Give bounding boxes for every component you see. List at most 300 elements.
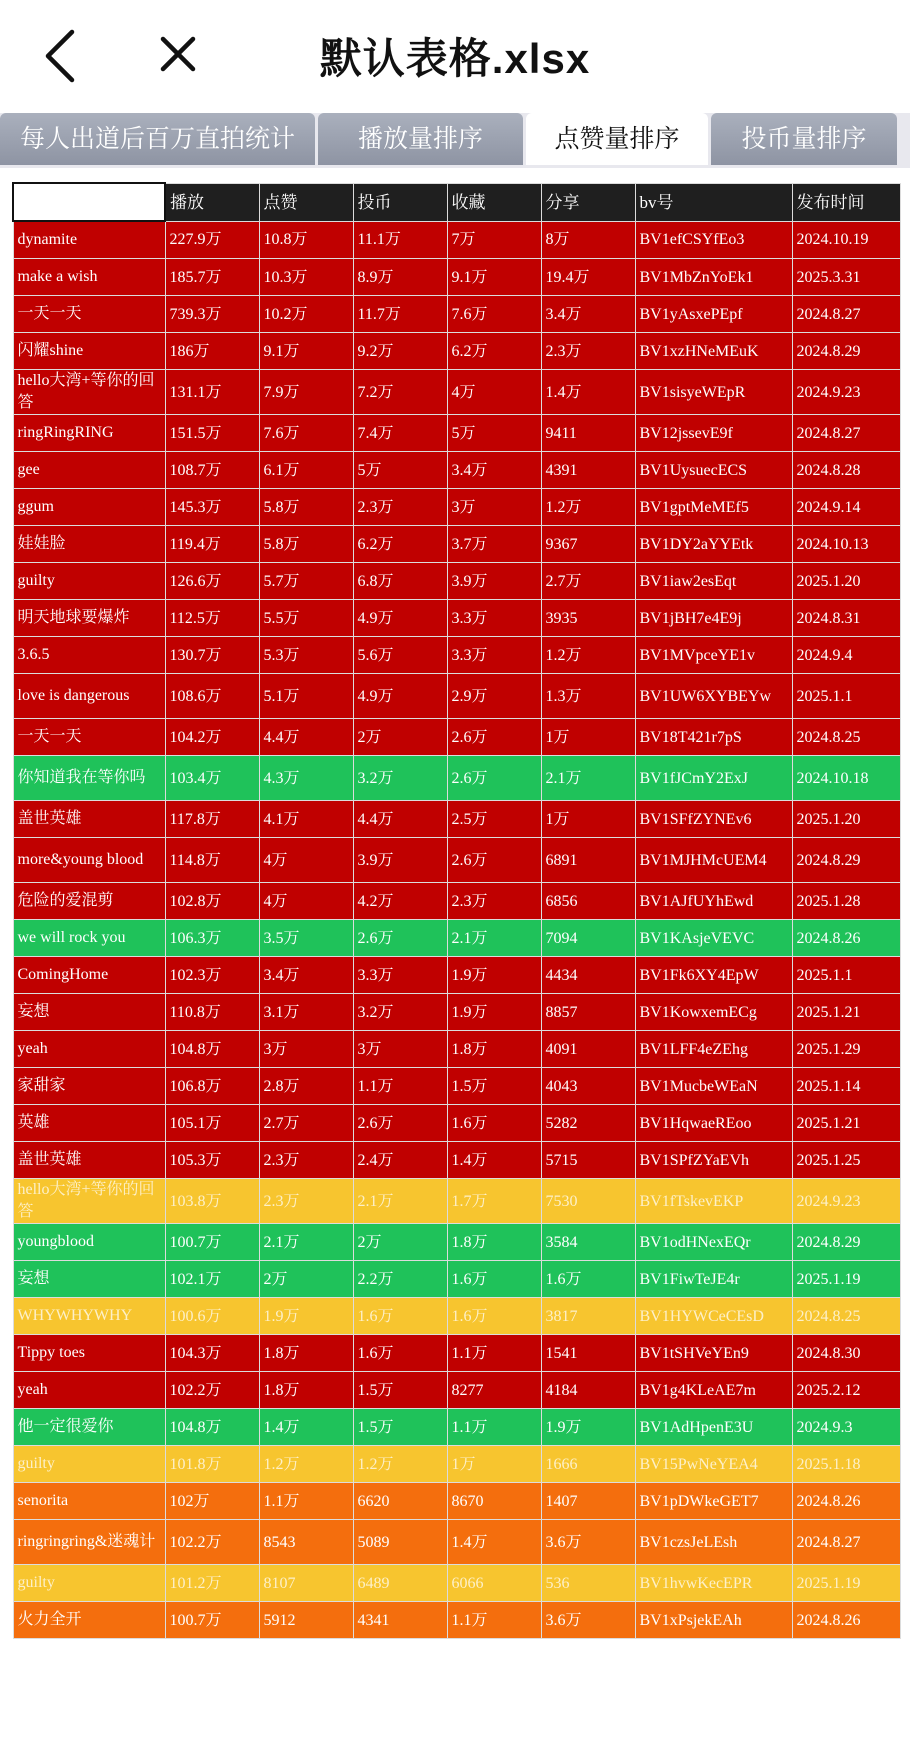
cell-date[interactable]: 2024.8.29: [792, 333, 900, 370]
cell-like[interactable]: 10.2万: [259, 296, 353, 333]
cell-play[interactable]: 104.2万: [165, 719, 259, 756]
cell-share[interactable]: 4391: [541, 452, 635, 489]
cell-date[interactable]: 2024.10.18: [792, 756, 900, 801]
cell-date[interactable]: 2024.10.13: [792, 526, 900, 563]
cell-play[interactable]: 739.3万: [165, 296, 259, 333]
cell-like[interactable]: 5.5万: [259, 600, 353, 637]
cell-name[interactable]: ggum: [13, 489, 165, 526]
cell-name[interactable]: 危险的爱混剪: [13, 883, 165, 920]
cell-fav[interactable]: 1.9万: [447, 994, 541, 1031]
cell-fav[interactable]: 1.1万: [447, 1335, 541, 1372]
cell-share[interactable]: 1万: [541, 801, 635, 838]
cell-name[interactable]: hello大湾+等你的回答: [13, 1179, 165, 1224]
cell-bv[interactable]: BV1xzHNeMEuK: [635, 333, 792, 370]
cell-coin[interactable]: 3.2万: [353, 756, 447, 801]
cell-date[interactable]: 2025.1.20: [792, 563, 900, 600]
cell-like[interactable]: 7.9万: [259, 370, 353, 415]
cell-share[interactable]: 1407: [541, 1483, 635, 1520]
cell-coin[interactable]: 4341: [353, 1602, 447, 1639]
cell-name[interactable]: Tippy toes: [13, 1335, 165, 1372]
cell-date[interactable]: 2024.8.26: [792, 1483, 900, 1520]
cell-date[interactable]: 2025.1.21: [792, 994, 900, 1031]
cell-date[interactable]: 2024.9.14: [792, 489, 900, 526]
cell-bv[interactable]: BV1jBH7e4E9j: [635, 600, 792, 637]
cell-share[interactable]: 3935: [541, 600, 635, 637]
cell-bv[interactable]: BV1LFF4eZEhg: [635, 1031, 792, 1068]
tab-coin-sort[interactable]: 投币量排序: [711, 113, 897, 165]
cell-play[interactable]: 108.6万: [165, 674, 259, 719]
cell-bv[interactable]: BV15PwNeYEA4: [635, 1446, 792, 1483]
cell-coin[interactable]: 4.2万: [353, 883, 447, 920]
cell-name[interactable]: guilty: [13, 563, 165, 600]
cell-play[interactable]: 102.2万: [165, 1520, 259, 1565]
cell-bv[interactable]: BV1DY2aYYEtk: [635, 526, 792, 563]
cell-coin[interactable]: 5万: [353, 452, 447, 489]
cell-coin[interactable]: 3.3万: [353, 957, 447, 994]
cell-coin[interactable]: 11.1万: [353, 221, 447, 259]
cell-date[interactable]: 2025.1.28: [792, 883, 900, 920]
cell-name[interactable]: 明天地球要爆炸: [13, 600, 165, 637]
cell-like[interactable]: 2万: [259, 1261, 353, 1298]
cell-like[interactable]: 1.4万: [259, 1409, 353, 1446]
cell-fav[interactable]: 7.6万: [447, 296, 541, 333]
cell-date[interactable]: 2024.8.29: [792, 1224, 900, 1261]
cell-coin[interactable]: 2.6万: [353, 920, 447, 957]
col-header-play[interactable]: 播放: [165, 183, 259, 221]
cell-bv[interactable]: BV1gptMeMEf5: [635, 489, 792, 526]
cell-play[interactable]: 114.8万: [165, 838, 259, 883]
cell-play[interactable]: 103.8万: [165, 1179, 259, 1224]
cell-date[interactable]: 2025.2.12: [792, 1372, 900, 1409]
tab-like-sort[interactable]: 点赞量排序: [526, 113, 708, 165]
cell-share[interactable]: 3.4万: [541, 296, 635, 333]
cell-bv[interactable]: BV1KowxemECg: [635, 994, 792, 1031]
cell-share[interactable]: 9411: [541, 415, 635, 452]
cell-coin[interactable]: 2.1万: [353, 1179, 447, 1224]
cell-name[interactable]: 一天一天: [13, 719, 165, 756]
cell-coin[interactable]: 1.2万: [353, 1446, 447, 1483]
cell-fav[interactable]: 2.1万: [447, 920, 541, 957]
cell-bv[interactable]: BV1MJHMcUEM4: [635, 838, 792, 883]
cell-share[interactable]: 1万: [541, 719, 635, 756]
cell-bv[interactable]: BV1czsJeLEsh: [635, 1520, 792, 1565]
cell-like[interactable]: 3.4万: [259, 957, 353, 994]
cell-date[interactable]: 2024.8.27: [792, 1520, 900, 1565]
cell-share[interactable]: 7094: [541, 920, 635, 957]
cell-name[interactable]: 英雄: [13, 1105, 165, 1142]
tab-stats[interactable]: 每人出道后百万直拍统计: [0, 113, 315, 165]
cell-share[interactable]: 3.6万: [541, 1602, 635, 1639]
cell-play[interactable]: 126.6万: [165, 563, 259, 600]
cell-share[interactable]: 9367: [541, 526, 635, 563]
cell-play[interactable]: 101.2万: [165, 1565, 259, 1602]
cell-date[interactable]: 2025.1.21: [792, 1105, 900, 1142]
cell-bv[interactable]: BV1hvwKecEPR: [635, 1565, 792, 1602]
cell-date[interactable]: 2024.8.28: [792, 452, 900, 489]
cell-coin[interactable]: 4.4万: [353, 801, 447, 838]
cell-coin[interactable]: 6620: [353, 1483, 447, 1520]
cell-fav[interactable]: 2.5万: [447, 801, 541, 838]
cell-coin[interactable]: 2.2万: [353, 1261, 447, 1298]
cell-play[interactable]: 131.1万: [165, 370, 259, 415]
cell-play[interactable]: 106.3万: [165, 920, 259, 957]
cell-share[interactable]: 1.3万: [541, 674, 635, 719]
cell-name[interactable]: senorita: [13, 1483, 165, 1520]
cell-play[interactable]: 108.7万: [165, 452, 259, 489]
cell-name[interactable]: ringringring&迷魂计: [13, 1520, 165, 1565]
cell-coin[interactable]: 1.5万: [353, 1372, 447, 1409]
cell-share[interactable]: 1.9万: [541, 1409, 635, 1446]
cell-fav[interactable]: 2.3万: [447, 883, 541, 920]
cell-coin[interactable]: 3.9万: [353, 838, 447, 883]
cell-like[interactable]: 5.3万: [259, 637, 353, 674]
cell-fav[interactable]: 1.4万: [447, 1520, 541, 1565]
cell-bv[interactable]: BV1MucbeWEaN: [635, 1068, 792, 1105]
col-header-date[interactable]: 发布时间: [792, 183, 900, 221]
cell-bv[interactable]: BV1FiwTeJE4r: [635, 1261, 792, 1298]
cell-fav[interactable]: 9.1万: [447, 259, 541, 296]
cell-play[interactable]: 104.3万: [165, 1335, 259, 1372]
cell-name[interactable]: 娃娃脸: [13, 526, 165, 563]
col-header-fav[interactable]: 收藏: [447, 183, 541, 221]
cell-bv[interactable]: BV1AdHpenE3U: [635, 1409, 792, 1446]
cell-play[interactable]: 100.7万: [165, 1602, 259, 1639]
cell-fav[interactable]: 2.9万: [447, 674, 541, 719]
cell-share[interactable]: 4091: [541, 1031, 635, 1068]
cell-like[interactable]: 4万: [259, 883, 353, 920]
cell-bv[interactable]: BV1MbZnYoEk1: [635, 259, 792, 296]
cell-name[interactable]: we will rock you: [13, 920, 165, 957]
cell-name[interactable]: 盖世英雄: [13, 1142, 165, 1179]
cell-bv[interactable]: BV1tSHVeYEn9: [635, 1335, 792, 1372]
cell-fav[interactable]: 8277: [447, 1372, 541, 1409]
cell-bv[interactable]: BV1g4KLeAE7m: [635, 1372, 792, 1409]
cell-name[interactable]: 3.6.5: [13, 637, 165, 674]
cell-date[interactable]: 2024.9.23: [792, 1179, 900, 1224]
cell-name[interactable]: youngblood: [13, 1224, 165, 1261]
cell-share[interactable]: 7530: [541, 1179, 635, 1224]
cell-like[interactable]: 2.7万: [259, 1105, 353, 1142]
cell-name[interactable]: make a wish: [13, 259, 165, 296]
cell-name[interactable]: more&young blood: [13, 838, 165, 883]
cell-coin[interactable]: 6.2万: [353, 526, 447, 563]
cell-bv[interactable]: BV1HYWCeCEsD: [635, 1298, 792, 1335]
cell-like[interactable]: 2.3万: [259, 1179, 353, 1224]
cell-coin[interactable]: 7.2万: [353, 370, 447, 415]
cell-play[interactable]: 102.2万: [165, 1372, 259, 1409]
cell-fav[interactable]: 6.2万: [447, 333, 541, 370]
cell-bv[interactable]: BV1UysuecECS: [635, 452, 792, 489]
cell-coin[interactable]: 8.9万: [353, 259, 447, 296]
cell-bv[interactable]: BV1AJfUYhEwd: [635, 883, 792, 920]
cell-like[interactable]: 4.4万: [259, 719, 353, 756]
cell-like[interactable]: 5.7万: [259, 563, 353, 600]
cell-like[interactable]: 10.3万: [259, 259, 353, 296]
cell-bv[interactable]: BV1Fk6XY4EpW: [635, 957, 792, 994]
cell-play[interactable]: 117.8万: [165, 801, 259, 838]
cell-coin[interactable]: 6.8万: [353, 563, 447, 600]
cell-date[interactable]: 2025.1.25: [792, 1142, 900, 1179]
cell-fav[interactable]: 3.3万: [447, 637, 541, 674]
cell-share[interactable]: 1666: [541, 1446, 635, 1483]
cell-play[interactable]: 101.8万: [165, 1446, 259, 1483]
cell-bv[interactable]: BV1SPfZYaEVh: [635, 1142, 792, 1179]
cell-fav[interactable]: 3万: [447, 489, 541, 526]
cell-date[interactable]: 2024.9.4: [792, 637, 900, 674]
cell-name[interactable]: gee: [13, 452, 165, 489]
cell-fav[interactable]: 2.6万: [447, 756, 541, 801]
cell-share[interactable]: 19.4万: [541, 259, 635, 296]
cell-share[interactable]: 4434: [541, 957, 635, 994]
cell-name[interactable]: ringRingRING: [13, 415, 165, 452]
cell-date[interactable]: 2025.1.1: [792, 957, 900, 994]
cell-fav[interactable]: 4万: [447, 370, 541, 415]
cell-bv[interactable]: BV1efCSYfEo3: [635, 221, 792, 259]
cell-like[interactable]: 9.1万: [259, 333, 353, 370]
cell-date[interactable]: 2025.1.29: [792, 1031, 900, 1068]
cell-fav[interactable]: 1.7万: [447, 1179, 541, 1224]
cell-fav[interactable]: 1.1万: [447, 1409, 541, 1446]
cell-date[interactable]: 2025.3.31: [792, 259, 900, 296]
cell-date[interactable]: 2024.8.27: [792, 296, 900, 333]
cell-fav[interactable]: 1.5万: [447, 1068, 541, 1105]
cell-date[interactable]: 2024.8.30: [792, 1335, 900, 1372]
cell-share[interactable]: 4043: [541, 1068, 635, 1105]
cell-like[interactable]: 1.1万: [259, 1483, 353, 1520]
cell-share[interactable]: 1.2万: [541, 489, 635, 526]
cell-coin[interactable]: 2.4万: [353, 1142, 447, 1179]
cell-date[interactable]: 2025.1.1: [792, 674, 900, 719]
cell-like[interactable]: 5.8万: [259, 526, 353, 563]
cell-play[interactable]: 100.6万: [165, 1298, 259, 1335]
cell-fav[interactable]: 3.3万: [447, 600, 541, 637]
selected-cell[interactable]: [13, 183, 165, 221]
cell-play[interactable]: 105.3万: [165, 1142, 259, 1179]
cell-play[interactable]: 130.7万: [165, 637, 259, 674]
cell-like[interactable]: 3.1万: [259, 994, 353, 1031]
cell-like[interactable]: 5.8万: [259, 489, 353, 526]
cell-share[interactable]: 6891: [541, 838, 635, 883]
cell-date[interactable]: 2024.8.26: [792, 920, 900, 957]
cell-name[interactable]: 盖世英雄: [13, 801, 165, 838]
cell-date[interactable]: 2025.1.20: [792, 801, 900, 838]
cell-bv[interactable]: BV1UW6XYBEYw: [635, 674, 792, 719]
cell-like[interactable]: 1.2万: [259, 1446, 353, 1483]
cell-coin[interactable]: 1.1万: [353, 1068, 447, 1105]
cell-name[interactable]: 他一定很爱你: [13, 1409, 165, 1446]
cell-like[interactable]: 6.1万: [259, 452, 353, 489]
col-header-coin[interactable]: 投币: [353, 183, 447, 221]
cell-share[interactable]: 3.6万: [541, 1520, 635, 1565]
cell-bv[interactable]: BV1odHNexEQr: [635, 1224, 792, 1261]
cell-name[interactable]: guilty: [13, 1446, 165, 1483]
cell-like[interactable]: 8107: [259, 1565, 353, 1602]
cell-fav[interactable]: 1.4万: [447, 1142, 541, 1179]
cell-fav[interactable]: 3.4万: [447, 452, 541, 489]
tab-play-sort[interactable]: 播放量排序: [318, 113, 523, 165]
cell-play[interactable]: 119.4万: [165, 526, 259, 563]
cell-share[interactable]: 6856: [541, 883, 635, 920]
cell-coin[interactable]: 4.9万: [353, 600, 447, 637]
cell-bv[interactable]: BV1SFfZYNEv6: [635, 801, 792, 838]
cell-share[interactable]: 2.3万: [541, 333, 635, 370]
cell-bv[interactable]: BV1fTskevEKP: [635, 1179, 792, 1224]
cell-share[interactable]: 5715: [541, 1142, 635, 1179]
cell-share[interactable]: 1.6万: [541, 1261, 635, 1298]
cell-fav[interactable]: 3.7万: [447, 526, 541, 563]
cell-coin[interactable]: 6489: [353, 1565, 447, 1602]
cell-name[interactable]: 你知道我在等你吗: [13, 756, 165, 801]
cell-share[interactable]: 8857: [541, 994, 635, 1031]
cell-share[interactable]: 2.1万: [541, 756, 635, 801]
cell-coin[interactable]: 5.6万: [353, 637, 447, 674]
cell-date[interactable]: 2024.8.29: [792, 838, 900, 883]
cell-name[interactable]: yeah: [13, 1031, 165, 1068]
cell-share[interactable]: 2.7万: [541, 563, 635, 600]
cell-bv[interactable]: BV1xPsjekEAh: [635, 1602, 792, 1639]
cell-date[interactable]: 2024.9.23: [792, 370, 900, 415]
cell-play[interactable]: 106.8万: [165, 1068, 259, 1105]
cell-coin[interactable]: 3万: [353, 1031, 447, 1068]
cell-bv[interactable]: BV1sisyeWEpR: [635, 370, 792, 415]
cell-play[interactable]: 103.4万: [165, 756, 259, 801]
cell-play[interactable]: 104.8万: [165, 1031, 259, 1068]
cell-bv[interactable]: BV1MVpceYE1v: [635, 637, 792, 674]
cell-date[interactable]: 2024.8.31: [792, 600, 900, 637]
cell-play[interactable]: 102万: [165, 1483, 259, 1520]
cell-name[interactable]: 一天一天: [13, 296, 165, 333]
cell-like[interactable]: 1.8万: [259, 1335, 353, 1372]
cell-fav[interactable]: 8670: [447, 1483, 541, 1520]
cell-fav[interactable]: 1.9万: [447, 957, 541, 994]
cell-bv[interactable]: BV12jssevE9f: [635, 415, 792, 452]
cell-date[interactable]: 2024.10.19: [792, 221, 900, 259]
cell-name[interactable]: dynamite: [13, 221, 165, 259]
cell-play[interactable]: 100.7万: [165, 1224, 259, 1261]
cell-coin[interactable]: 7.4万: [353, 415, 447, 452]
cell-share[interactable]: 3584: [541, 1224, 635, 1261]
cell-fav[interactable]: 2.6万: [447, 719, 541, 756]
cell-play[interactable]: 145.3万: [165, 489, 259, 526]
cell-coin[interactable]: 2.3万: [353, 489, 447, 526]
cell-fav[interactable]: 1.6万: [447, 1105, 541, 1142]
cell-bv[interactable]: BV18T421r7pS: [635, 719, 792, 756]
cell-share[interactable]: 1.2万: [541, 637, 635, 674]
cell-like[interactable]: 4.1万: [259, 801, 353, 838]
cell-coin[interactable]: 2.6万: [353, 1105, 447, 1142]
cell-bv[interactable]: BV1fJCmY2ExJ: [635, 756, 792, 801]
cell-like[interactable]: 7.6万: [259, 415, 353, 452]
cell-fav[interactable]: 1.1万: [447, 1602, 541, 1639]
cell-coin[interactable]: 4.9万: [353, 674, 447, 719]
cell-fav[interactable]: 2.6万: [447, 838, 541, 883]
cell-play[interactable]: 151.5万: [165, 415, 259, 452]
cell-coin[interactable]: 1.5万: [353, 1409, 447, 1446]
cell-share[interactable]: 3817: [541, 1298, 635, 1335]
cell-name[interactable]: ComingHome: [13, 957, 165, 994]
cell-share[interactable]: 5282: [541, 1105, 635, 1142]
cell-play[interactable]: 104.8万: [165, 1409, 259, 1446]
cell-play[interactable]: 102.1万: [165, 1261, 259, 1298]
col-header-like[interactable]: 点赞: [259, 183, 353, 221]
cell-play[interactable]: 110.8万: [165, 994, 259, 1031]
cell-date[interactable]: 2024.8.25: [792, 719, 900, 756]
cell-fav[interactable]: 6066: [447, 1565, 541, 1602]
cell-play[interactable]: 186万: [165, 333, 259, 370]
cell-date[interactable]: 2024.8.27: [792, 415, 900, 452]
cell-like[interactable]: 3.5万: [259, 920, 353, 957]
cell-name[interactable]: guilty: [13, 1565, 165, 1602]
cell-fav[interactable]: 5万: [447, 415, 541, 452]
cell-play[interactable]: 185.7万: [165, 259, 259, 296]
cell-share[interactable]: 1.4万: [541, 370, 635, 415]
cell-coin[interactable]: 2万: [353, 719, 447, 756]
cell-bv[interactable]: BV1pDWkeGET7: [635, 1483, 792, 1520]
cell-fav[interactable]: 1万: [447, 1446, 541, 1483]
cell-share[interactable]: 8万: [541, 221, 635, 259]
cell-name[interactable]: 火力全开: [13, 1602, 165, 1639]
cell-like[interactable]: 2.1万: [259, 1224, 353, 1261]
cell-name[interactable]: love is dangerous: [13, 674, 165, 719]
cell-coin[interactable]: 5089: [353, 1520, 447, 1565]
cell-play[interactable]: 102.8万: [165, 883, 259, 920]
cell-like[interactable]: 2.3万: [259, 1142, 353, 1179]
cell-bv[interactable]: BV1KAsjeVEVC: [635, 920, 792, 957]
cell-fav[interactable]: 1.6万: [447, 1298, 541, 1335]
cell-share[interactable]: 4184: [541, 1372, 635, 1409]
cell-bv[interactable]: BV1iaw2esEqt: [635, 563, 792, 600]
cell-play[interactable]: 105.1万: [165, 1105, 259, 1142]
cell-bv[interactable]: BV1yAsxePEpf: [635, 296, 792, 333]
cell-play[interactable]: 102.3万: [165, 957, 259, 994]
cell-name[interactable]: yeah: [13, 1372, 165, 1409]
cell-coin[interactable]: 1.6万: [353, 1298, 447, 1335]
cell-share[interactable]: 536: [541, 1565, 635, 1602]
cell-fav[interactable]: 1.6万: [447, 1261, 541, 1298]
cell-name[interactable]: 家甜家: [13, 1068, 165, 1105]
cell-like[interactable]: 4万: [259, 838, 353, 883]
cell-like[interactable]: 8543: [259, 1520, 353, 1565]
cell-like[interactable]: 1.8万: [259, 1372, 353, 1409]
col-header-share[interactable]: 分享: [541, 183, 635, 221]
cell-coin[interactable]: 3.2万: [353, 994, 447, 1031]
cell-like[interactable]: 4.3万: [259, 756, 353, 801]
cell-coin[interactable]: 11.7万: [353, 296, 447, 333]
cell-coin[interactable]: 1.6万: [353, 1335, 447, 1372]
cell-date[interactable]: 2024.8.25: [792, 1298, 900, 1335]
cell-like[interactable]: 2.8万: [259, 1068, 353, 1105]
cell-like[interactable]: 3万: [259, 1031, 353, 1068]
cell-fav[interactable]: 1.8万: [447, 1224, 541, 1261]
cell-name[interactable]: 闪耀shine: [13, 333, 165, 370]
cell-name[interactable]: hello大湾+等你的回答: [13, 370, 165, 415]
cell-fav[interactable]: 3.9万: [447, 563, 541, 600]
cell-name[interactable]: 妄想: [13, 994, 165, 1031]
cell-play[interactable]: 112.5万: [165, 600, 259, 637]
cell-name[interactable]: WHYWHYWHY: [13, 1298, 165, 1335]
cell-coin[interactable]: 9.2万: [353, 333, 447, 370]
cell-like[interactable]: 1.9万: [259, 1298, 353, 1335]
cell-date[interactable]: 2024.9.3: [792, 1409, 900, 1446]
cell-fav[interactable]: 1.8万: [447, 1031, 541, 1068]
cell-like[interactable]: 5.1万: [259, 674, 353, 719]
cell-share[interactable]: 1541: [541, 1335, 635, 1372]
cell-coin[interactable]: 2万: [353, 1224, 447, 1261]
cell-bv[interactable]: BV1HqwaeREoo: [635, 1105, 792, 1142]
cell-name[interactable]: 妄想: [13, 1261, 165, 1298]
cell-date[interactable]: 2025.1.14: [792, 1068, 900, 1105]
cell-like[interactable]: 5912: [259, 1602, 353, 1639]
